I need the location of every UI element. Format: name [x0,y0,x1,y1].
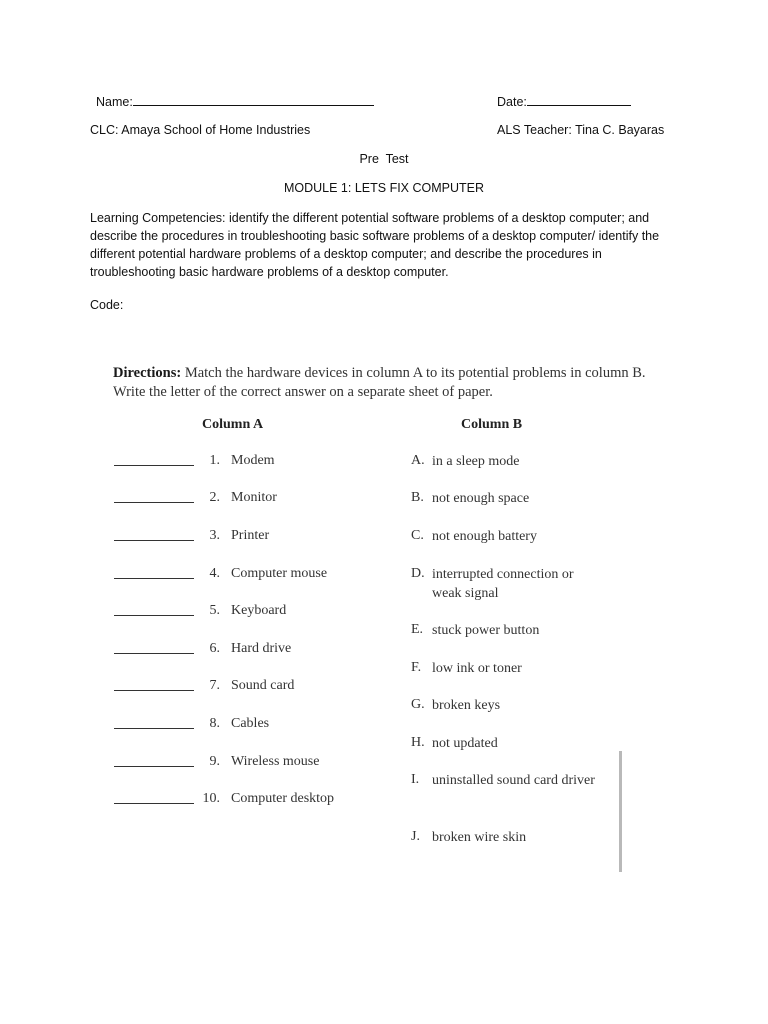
item-text: Monitor [231,490,277,505]
name-blank[interactable] [133,94,374,106]
item-number: 1. [209,453,220,468]
item-text: Computer desktop [231,791,335,806]
answer-blank[interactable] [114,465,194,466]
item-number: 2. [209,490,220,505]
item-number: 10. [202,791,220,806]
item-text: Printer [231,528,270,543]
option-text: broken wire skin [432,830,527,845]
option-letter: A. [411,453,425,468]
item-number: 4. [209,566,220,581]
option-letter: I. [411,772,420,787]
item-text: Wireless mouse [231,754,320,769]
item-text: Keyboard [231,603,287,618]
answer-blank[interactable] [114,728,194,729]
answer-blank[interactable] [114,653,194,654]
answer-blank[interactable] [114,540,194,541]
option-text: broken keys [432,698,501,713]
item-text: Sound card [231,678,295,693]
item-text: Computer mouse [231,566,328,581]
item-number: 5. [209,603,220,618]
answer-blank[interactable] [114,502,194,503]
option-letter: E. [411,622,424,637]
vertical-rule [619,751,622,872]
option-letter: B. [411,490,424,505]
option-letter: H. [411,735,425,750]
option-text: in a sleep mode [432,454,520,469]
name-field [96,94,374,109]
answer-blank[interactable] [114,803,194,804]
answer-blank[interactable] [114,615,194,616]
option-text: not enough battery [432,529,537,544]
option-letter: C. [411,528,424,543]
date-blank[interactable] [527,94,631,106]
answer-blank[interactable] [114,766,194,767]
clc-text: CLC: Amaya School of Home Industries [90,123,311,137]
date-field [497,94,631,109]
option-text: not updated [432,736,498,751]
item-number: 9. [209,754,220,769]
item-number: 6. [209,641,220,656]
column-a-header: Column A [202,417,264,432]
option-text: low ink or toner [432,661,522,676]
directions [113,364,653,402]
option-letter: F. [411,660,422,675]
item-number: 8. [209,716,220,731]
directions-text: Match the hardware devices in column A to its potential problems in column B. Write the letter of the correct answer on a separate sheet of paper. [113,365,646,400]
option-text: uninstalled sound card driver [432,773,595,788]
item-number: 3. [209,528,220,543]
column-b-header: Column B [461,417,523,432]
option-text: interrupted connection or weak signal [432,567,574,601]
name-label: Name: [96,95,133,109]
option-letter: J. [411,829,420,844]
test-type: Pre Test [359,152,409,166]
item-text: Modem [231,453,275,468]
answer-blank[interactable] [114,690,194,691]
option-letter: D. [411,566,425,581]
date-label: Date: [497,95,527,109]
option-text: not enough space [432,491,530,506]
module-title: MODULE 1: LETS FIX COMPUTER [283,181,485,195]
item-number: 7. [209,678,220,693]
answer-blank[interactable] [114,578,194,579]
learning-competencies: Learning Competencies: identify the different potential software problems of a desktop computer; and describe the procedures in troubleshooting basic software problems of a desktop computer/ identify the different potential hardware problems of a desktop computer; and describe the procedures in troubleshooting basic hardware problems of a desktop computer. [90,211,660,279]
item-text: Hard drive [231,641,292,656]
directions-label: Directions: [113,365,182,381]
code-label: Code: [90,298,124,312]
option-text: stuck power button [432,623,540,638]
option-letter: G. [411,697,425,712]
teacher-text: ALS Teacher: Tina C. Bayaras [497,123,665,137]
item-text: Cables [231,716,270,731]
